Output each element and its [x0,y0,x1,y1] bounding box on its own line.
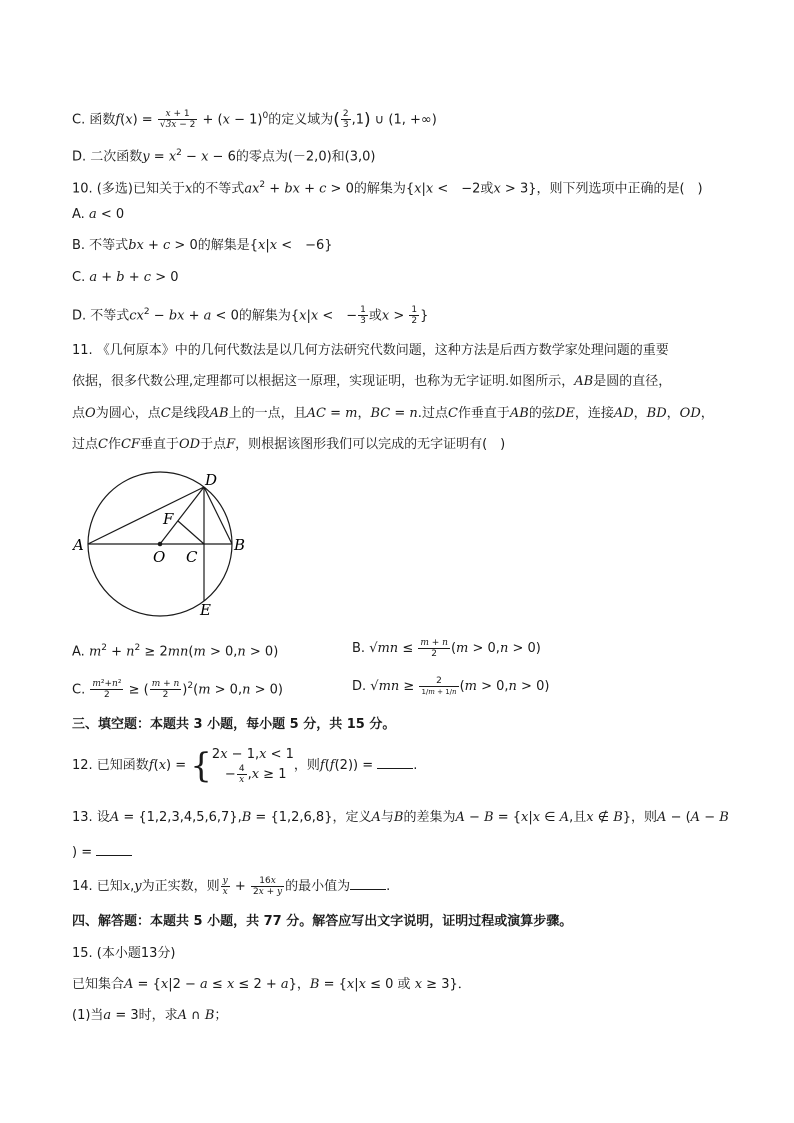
label-f: F [163,510,174,528]
q9-option-d: D. 二次函数$y = x^2 - x - 6$的零点为(－2,0)和(3,0) [72,148,376,165]
q11-line-2: 依据，很多代数公理,定理都可以根据这一原理，实现证明，也称为无字证明.如图所示，AB是圆的直径， [72,374,672,389]
q11-option-d: D. √mn ≥ $\frac{2}{1/m + 1/n}$ (m > 0,n > 0) [352,676,550,696]
q11-option-b: B. √mn ≤ $\frac{m + n}{2}$ (m > 0,n > 0) [352,638,541,659]
q9-optc-prefix: C. 函数 [72,112,116,128]
label-o: O [153,548,166,566]
q10-option-a: A. a < 0 [72,207,125,222]
q15-part-1: (1)当a = 3时，求A ∩ B； [72,1008,228,1023]
q11-option-c: C. $\frac{\text{m²+n²}}{2}$ ≥ ( $\frac{m + n}{2}$ )$^2$(m > 0,n > 0) [72,679,283,701]
q12-answer-blank[interactable] [377,756,413,769]
q11-line-1: 11. 《几何原本》中的几何代数法是以几何方法研究代数问题，这种方法是后西方数学家处理问题的重要 [72,343,669,358]
label-d: D [205,471,218,489]
q10-option-b: B. 不等式bx + c > 0的解集是{x|x < −6} [72,238,333,253]
q10-option-c: C. a + b + c > 0 [72,270,179,285]
label-e: E [200,601,211,619]
q11-geometry-figure [72,470,262,620]
q11-option-a: A. $m^2 + n^2 \ge 2mn(m > 0,n > 0)$ [72,643,279,660]
q15-header: 15. (本小题13分) [72,946,176,961]
segment-cf [178,521,204,544]
label-c: C [186,548,198,566]
q13-line-2: ) = [72,843,132,863]
q10-stem: 10. (多选)已知关于x的不等式$ax^2$ + bx + c > 0的解集为{x|x < −2或x > 3}，则下列选项中正确的是( ) [72,180,703,197]
q15-stem: 已知集合A = {x|2 − a ≤ x ≤ 2 + a}，B = {x|x ≤ 0 或 x ≥ 3}． [72,977,471,992]
section-4-heading: 四、解答题：本题共 5 小题，共 77 分。解答应写出文字说明，证明过程或演算步骤。 [72,914,573,929]
q14: 14. 已知x,y为正实数，则 $\frac{y}{x}$ + $\frac{16x}{2x + y}$ 的最小值为 . [72,876,391,897]
q11-line-3: 点O为圆心，点C是线段AB上的一点，且AC = m，BC = n.过点C作垂直于AB的弦DE，连接AD，BD，OD， [72,406,714,421]
q10-option-d: D. 不等式$cx^2$ − bx + a < 0的解集为{x|x < − $\frac{1}{3}$ 或x > $\frac{1}{2}$ } [72,305,429,327]
segment-bd [204,487,232,544]
label-a: A [73,536,84,554]
center-point [158,542,163,547]
q12: 12. 已知函数f(x) = { 2x − 1,x < 1 − $\frac{4}{x}$ ,x ≥ 1 ，则f(f(2)) = . [72,745,418,786]
q13-answer-blank[interactable] [96,843,132,856]
section-3-heading: 三、填空题：本题共 3 小题，每小题 5 分，共 15 分。 [72,717,396,732]
segment-ad [88,487,204,544]
q9-option-c: C. 函数f(x) = $\frac{x + 1}{√3x - 2}$ + $(x - 1)^0$的定义域为( $\frac{2}{3}$ ,1) ∪ (1, +∞) [72,109,437,131]
q14-answer-blank[interactable] [350,877,386,890]
q13-line-1: 13. 设A = {1,2,3,4,5,6,7},B = {1,2,6,8}，定义A与B的差集为A − B = {x|x ∈ A,且x ∉ B}，则A − (A − B [72,810,729,825]
q11-line-4: 过点C作CF垂直于OD于点F，则根据该图形我们可以完成的无字证明有( ) [72,437,506,452]
label-b: B [234,536,246,554]
